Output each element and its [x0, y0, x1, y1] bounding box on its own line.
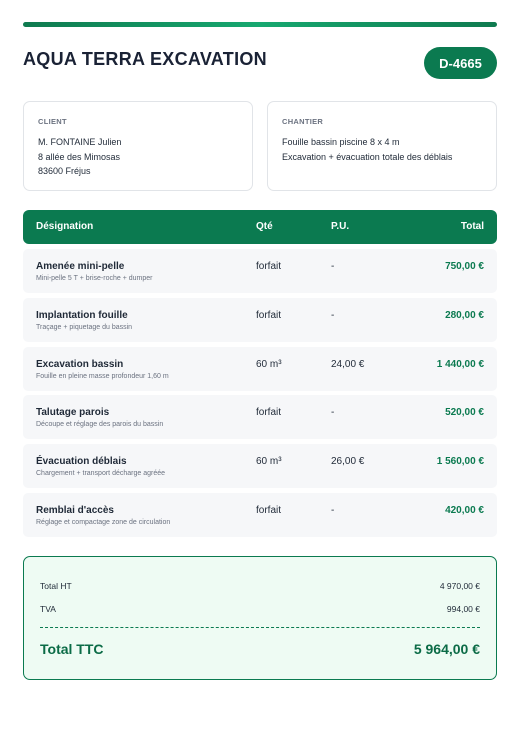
line-items	[23, 249, 497, 542]
item-total: 750,00 €	[445, 261, 484, 272]
item-qty: forfait	[256, 261, 282, 272]
tva-value: 994,00 €	[446, 604, 480, 614]
item-qty: 60 m³	[256, 456, 282, 468]
item-name: Évacuation déblais	[36, 456, 127, 468]
item-description: Traçage + piquetage du bassin	[36, 323, 133, 331]
header-unit-price: P.U.	[331, 221, 350, 232]
tva-line	[40, 604, 480, 614]
item-unit-price: -	[331, 309, 335, 321]
item-name: Excavation bassin	[36, 358, 124, 370]
total-ttc-line	[40, 641, 480, 657]
item-unit-price: -	[331, 504, 335, 516]
client-city: 83600 Fréjus	[38, 166, 91, 176]
totals-divider	[40, 627, 480, 628]
item-qty: forfait	[256, 407, 282, 419]
total-ht-label: Total HT	[40, 581, 72, 591]
header-designation: Désignation	[36, 221, 94, 232]
item-name: Implantation fouille	[36, 309, 128, 321]
totals-box	[23, 556, 497, 680]
item-description: Mini-pelle 5 T + brise-roche + dumper	[36, 275, 153, 282]
table-row	[23, 444, 497, 488]
header-accent-bar	[23, 22, 497, 27]
total-ht-line	[40, 581, 480, 591]
quote-reference-badge: D-4665	[424, 47, 497, 79]
item-description: Chargement + transport décharge agréée	[36, 470, 165, 478]
client-card-label: CLIENT	[38, 117, 67, 126]
item-unit-price: 26,00 €	[331, 456, 365, 468]
site-description: Excavation + évacuation totale des déblais	[282, 151, 453, 162]
header-qty: Qté	[256, 221, 273, 232]
item-name: Amenée mini-pelle	[36, 261, 125, 272]
total-ttc-label: Total TTC	[40, 641, 104, 657]
tva-label: TVA	[40, 604, 56, 614]
client-name: M. FONTAINE Julien	[38, 137, 122, 147]
item-total: 280,00 €	[445, 309, 484, 321]
client-street: 8 allée des Mimosas	[38, 151, 121, 162]
company-name: AQUA TERRA EXCAVATION	[23, 49, 267, 69]
item-name: Remblai d'accès	[36, 504, 114, 516]
item-total: 420,00 €	[445, 504, 484, 516]
table-row	[23, 249, 497, 293]
header-total: Total	[460, 221, 484, 232]
item-name: Talutage parois	[36, 407, 110, 419]
item-unit-price: 24,00 €	[331, 358, 365, 370]
item-qty: 60 m³	[256, 358, 282, 370]
site-card	[267, 101, 497, 191]
table-row	[23, 347, 497, 391]
table-row	[23, 298, 497, 342]
table-row	[23, 493, 497, 537]
item-qty: forfait	[256, 504, 282, 516]
item-unit-price: -	[331, 261, 335, 272]
item-description: Fouille en pleine masse profondeur 1,60 m	[36, 372, 169, 380]
site-title: Fouille bassin piscine 8 x 4 m	[282, 137, 400, 147]
item-total: 1 560,00 €	[436, 456, 484, 468]
table-header	[23, 210, 497, 244]
total-ttc-value: 5 964,00 €	[413, 641, 480, 657]
client-card	[23, 101, 253, 191]
item-qty: forfait	[256, 309, 282, 321]
table-row	[23, 395, 497, 439]
site-card-label: CHANTIER	[282, 117, 324, 126]
total-ht-value: 4 970,00 €	[439, 581, 480, 591]
item-total: 1 440,00 €	[436, 358, 484, 370]
item-unit-price: -	[331, 407, 335, 419]
item-total: 520,00 €	[445, 407, 484, 419]
item-description: Découpe et réglage des parois du bassin	[36, 421, 164, 429]
item-description: Réglage et compactage zone de circulation	[36, 518, 171, 526]
